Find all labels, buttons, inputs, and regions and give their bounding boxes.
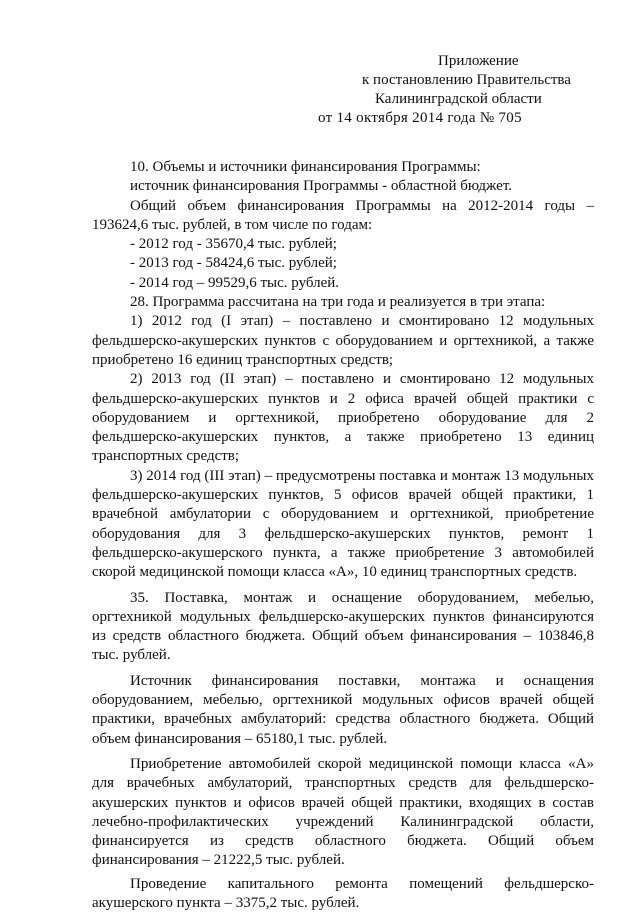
header-region: Калининградской области	[375, 91, 542, 107]
paragraph-total-funding: Общий объем финансирования Программы на 2012-2014 годы – 193624,6 тыс. рублей, в том числе по годам:	[92, 197, 594, 233]
paragraph-stage-1: 1) 2012 год (I этап) – поставлено и смонтировано 12 модульных фельдшерско-акушерских пунктов с оборудованием и оргтехникой, а также приобретено 16 единиц транспортных средств;	[92, 313, 594, 368]
paragraph-stage-2: 2) 2013 год (II этап) – поставлено и смонтировано 12 модульных фельдшерско-акушерских пунктов и 2 офиса врачей общей практики с оборудованием и оргтехникой, приобретено оборудование для 2 фельдшерско-акушерских пунктов, а также приобретено 13 единиц транспортных средств;	[92, 371, 594, 465]
paragraph-stage-3: 3) 2014 год (III этап) – предусмотрены поставка и монтаж 13 модульных фельдшерско-акушерских пунктов, 5 офисов врачей общей практики, 1 врачебной амбулатории с оборудованием и оргтехникой, приобретение оборудования для 3 фельдшерско-акушерских пунктов, ремонт 1 фельдшерско-акушерского пункта, а также приобретение 3 автомобилей скорой медицинской помощи класса «А», 10 единиц транспортных средств.	[92, 467, 594, 581]
list-item-2014: - 2014 год – 99529,6 тыс. рублей.	[130, 274, 340, 291]
header-appendix-title: Приложение	[438, 53, 519, 69]
paragraph-offices-funding: Источник финансирования поставки, монтажа и оснащения оборудованием, мебелью, оргтехникой модульных офисов врачей общей практики, врачебных амбулаторий: средства областного бюджета. Общий объем финансирования – 65180,1 тыс. рублей.	[92, 672, 594, 747]
document-body	[92, 158, 594, 913]
appendix-header	[300, 52, 600, 128]
list-item-2012: - 2012 год - 35670,4 тыс. рублей;	[130, 236, 337, 253]
paragraph-repair-funding: Проведение капитального ремонта помещений фельдшерско-акушерского пункта – 3375,2 тыс. рублей.	[92, 875, 594, 911]
paragraph-section-28: 28. Программа рассчитана на три года и реализуется в три этапа:	[130, 294, 546, 311]
paragraph-section-35: 35. Поставка, монтаж и оснащение оборудованием, мебелью, оргтехникой модульных фельдшерско-акушерских пунктов финансируются из средств областного бюджета. Общий объем финансирования – 103846,8 тыс. рублей.	[92, 589, 594, 664]
paragraph-ambulance-funding: Приобретение автомобилей скорой медицинской помощи класса «А» для врачебных амбулаторий, транспортных средств для фельдшерско-акушерских пунктов и офисов врачей общей практики, входящих в состав лечебно-профилактических учреждений Калининградской области, финансируется из средств областного бюджета. Общий объем финансирования – 21222,5 тыс. рублей.	[92, 755, 594, 869]
list-item-2013: - 2013 год - 58424,6 тыс. рублей;	[130, 255, 337, 272]
paragraph-section-10-title: 10. Объемы и источники финансирования Программы:	[130, 159, 481, 175]
header-resolution-ref: к постановлению Правительства	[362, 72, 571, 88]
paragraph-funding-source: источник финансирования Программы - областной бюджет.	[130, 178, 513, 195]
header-date-number: от 14 октября 2014 года № 705	[318, 110, 522, 126]
